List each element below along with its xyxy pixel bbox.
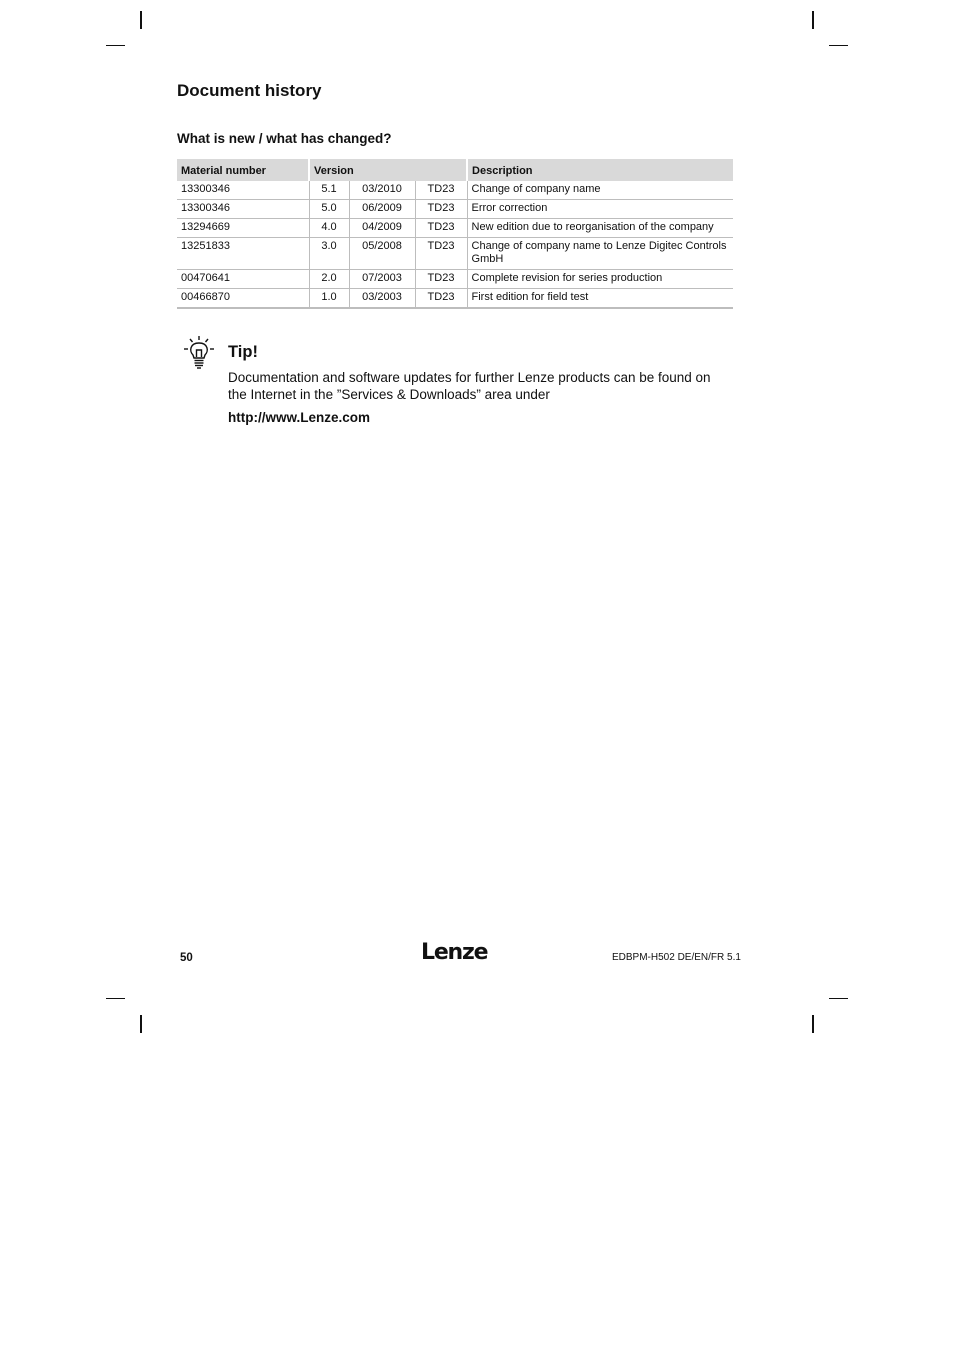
crop-mark (106, 998, 125, 999)
crop-mark (140, 11, 142, 29)
description-cell: First edition for field test (467, 289, 733, 309)
lenze-logo: Lenze (421, 940, 488, 965)
material-number-cell: 13251833 (177, 238, 309, 270)
document-code: EDBPM-H502 DE/EN/FR 5.1 (612, 952, 741, 963)
version-cell: 1.0 (309, 289, 349, 309)
code-cell: TD23 (415, 238, 467, 270)
table-row (177, 200, 733, 219)
table-row (177, 289, 733, 309)
material-number-cell: 00466870 (177, 289, 309, 309)
description-cell: Error correction (467, 200, 733, 219)
date-cell: 03/2003 (349, 289, 415, 309)
description-cell: New edition due to reorganisation of the company (467, 219, 733, 238)
date-cell: 04/2009 (349, 219, 415, 238)
material-number-cell: 13300346 (177, 181, 309, 200)
document-history-table (177, 159, 733, 309)
lightbulb-icon (183, 335, 215, 369)
version-cell: 5.0 (309, 200, 349, 219)
lenze-website-link[interactable]: http://www.Lenze.com (228, 410, 371, 425)
table-row (177, 238, 733, 270)
code-cell: TD23 (415, 181, 467, 200)
code-cell: TD23 (415, 219, 467, 238)
version-cell: 4.0 (309, 219, 349, 238)
code-cell: TD23 (415, 200, 467, 219)
crop-mark (812, 1015, 814, 1033)
table-header-row (177, 159, 733, 181)
page-title: Document history (177, 81, 322, 100)
tip-text: Documentation and software updates for further Lenze products can be found on the Internet in the ”Services & Downloads” area under (228, 370, 711, 402)
version-cell: 2.0 (309, 270, 349, 289)
date-cell: 05/2008 (349, 238, 415, 270)
material-number-cell: 13300346 (177, 200, 309, 219)
table-row (177, 270, 733, 289)
date-cell: 06/2009 (349, 200, 415, 219)
version-cell: 3.0 (309, 238, 349, 270)
material-number-header: Material number (177, 159, 309, 181)
table-row (177, 181, 733, 200)
tip-title: Tip! (228, 343, 258, 361)
page-number: 50 (180, 952, 193, 964)
crop-mark (812, 11, 814, 29)
description-cell: Change of company name (467, 181, 733, 200)
table-row (177, 219, 733, 238)
version-header: Version (309, 159, 467, 181)
date-cell: 07/2003 (349, 270, 415, 289)
material-number-cell: 00470641 (177, 270, 309, 289)
version-cell: 5.1 (309, 181, 349, 200)
crop-mark (106, 45, 125, 46)
code-cell: TD23 (415, 270, 467, 289)
date-cell: 03/2010 (349, 181, 415, 200)
crop-mark (829, 45, 848, 46)
description-cell: Change of company name to Lenze Digitec Controls GmbH (467, 238, 733, 270)
description-cell: Complete revision for series production (467, 270, 733, 289)
code-cell: TD23 (415, 289, 467, 309)
section-title: What is new / what has changed? (177, 131, 392, 146)
crop-mark (829, 998, 848, 999)
material-number-cell: 13294669 (177, 219, 309, 238)
crop-mark (140, 1015, 142, 1033)
description-header: Description (467, 159, 733, 181)
